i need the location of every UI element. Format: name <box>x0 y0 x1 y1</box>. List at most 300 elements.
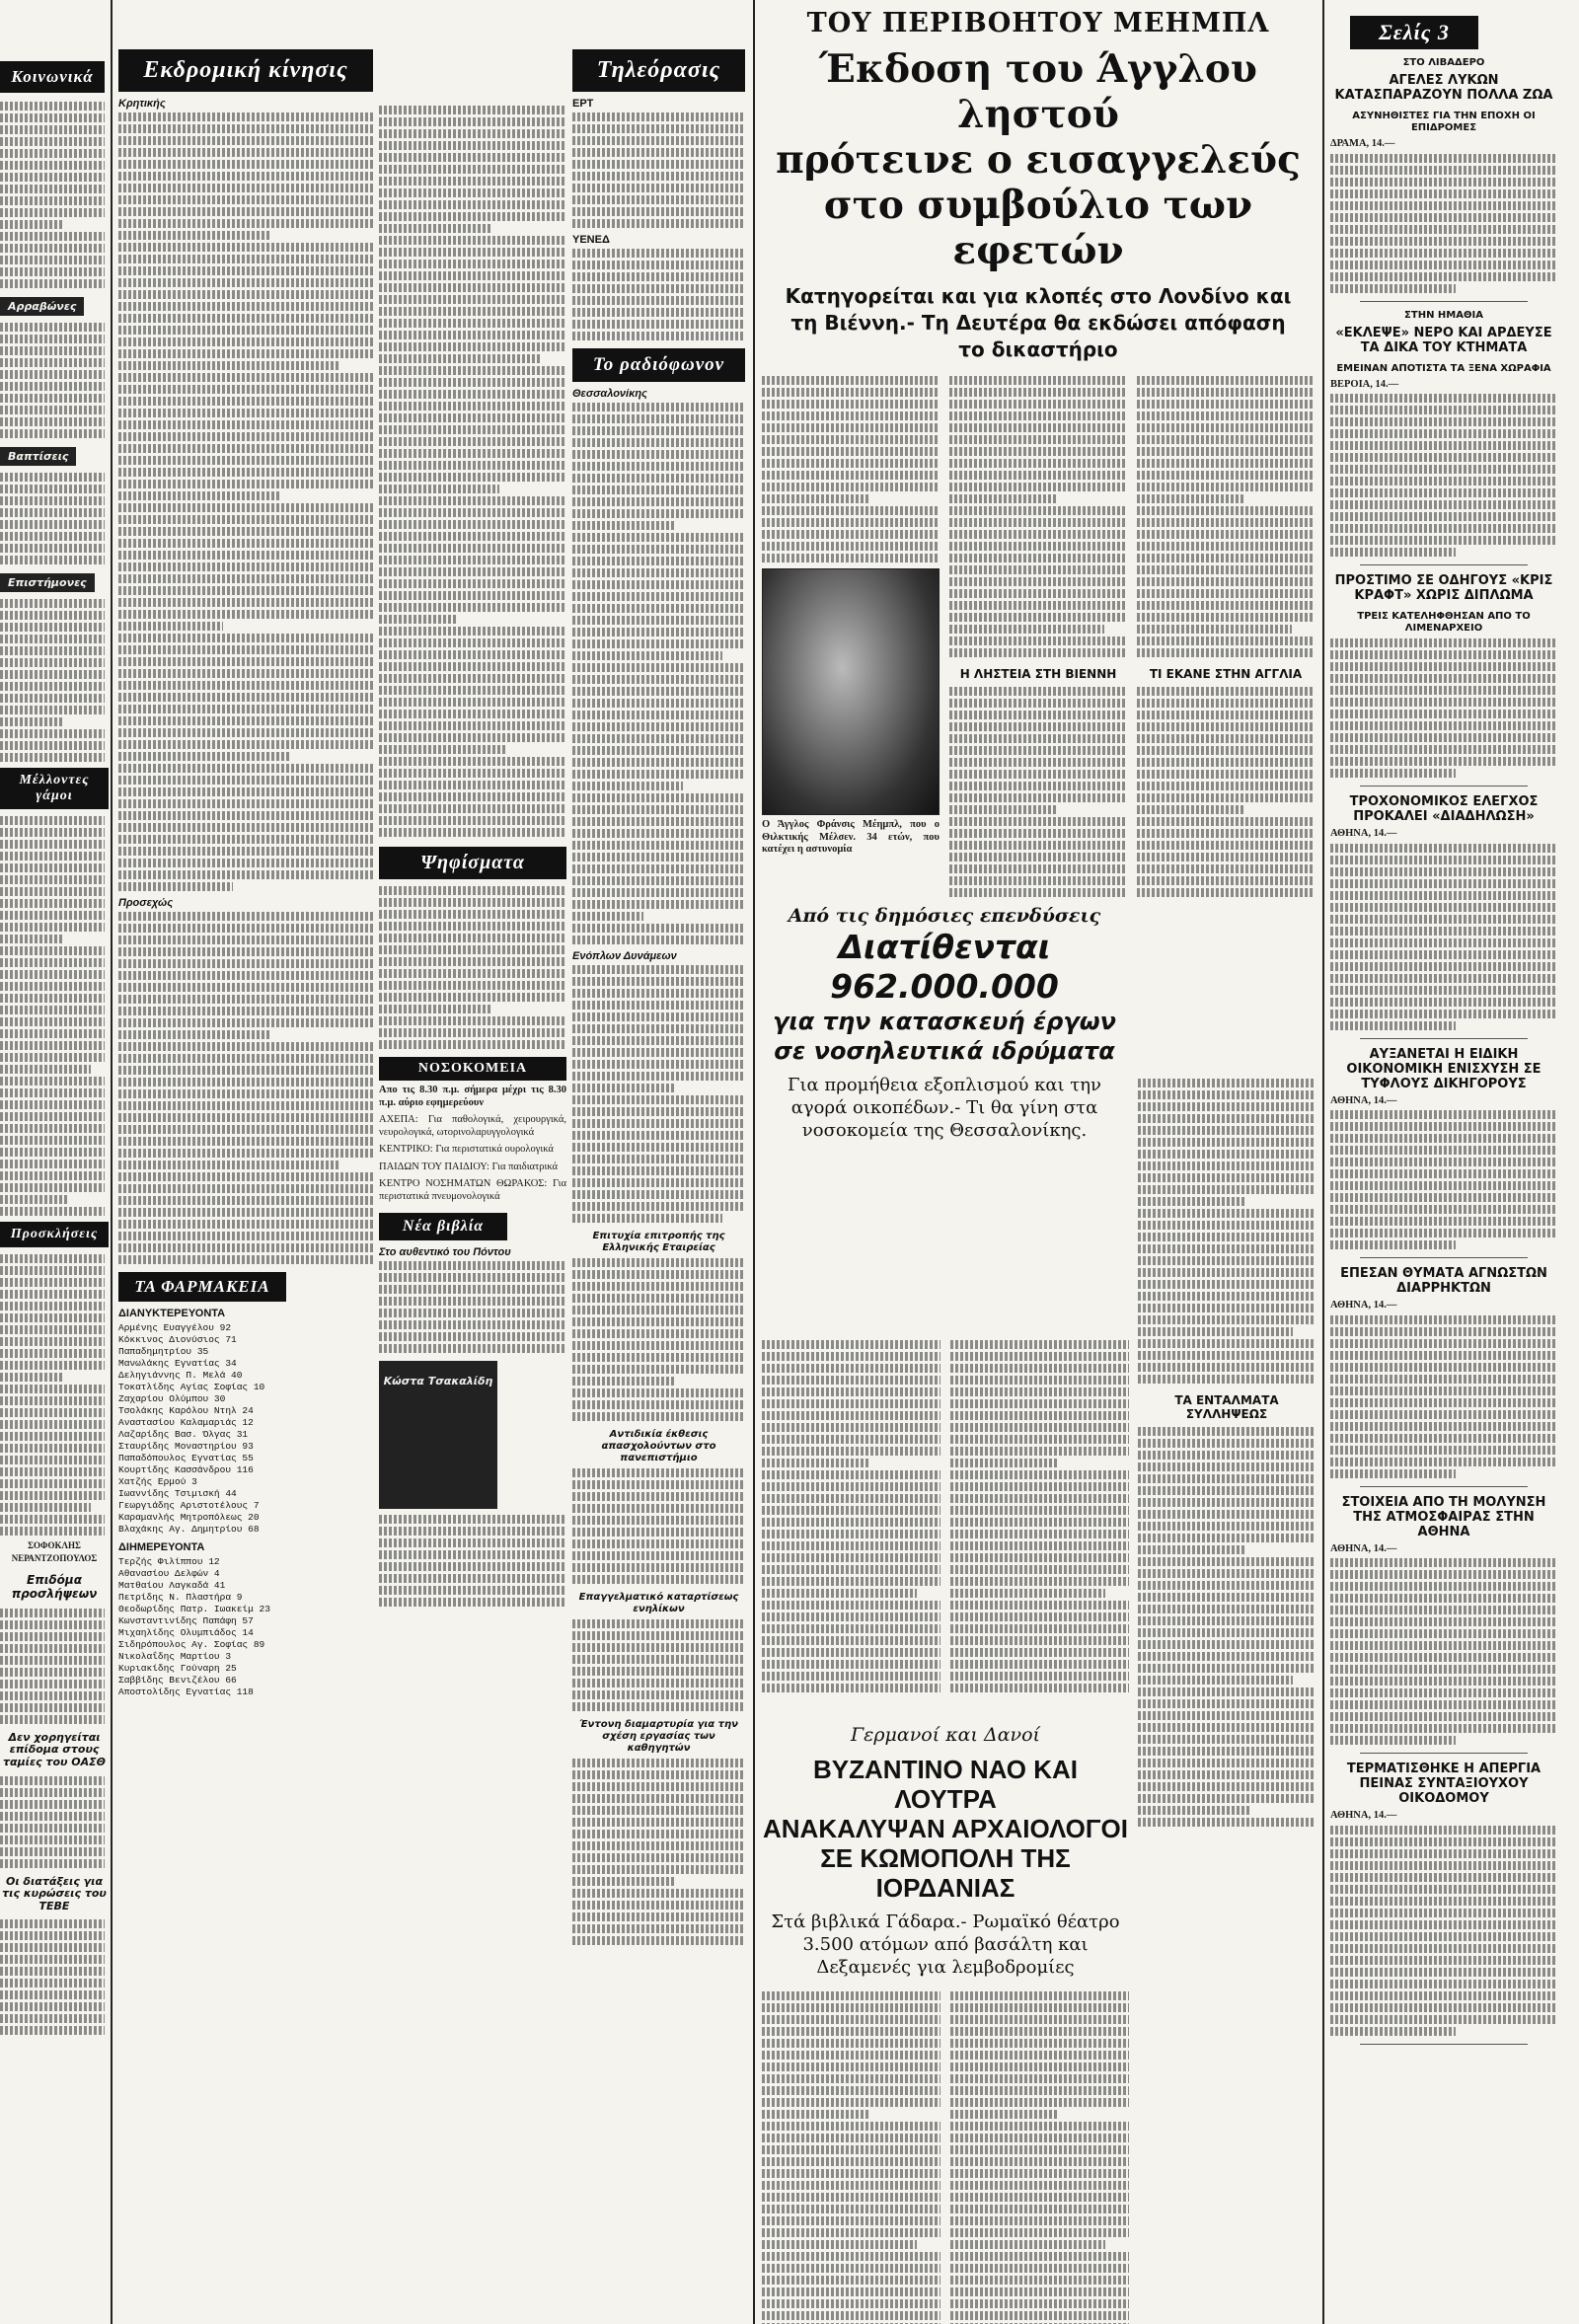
text-line <box>0 1148 105 1157</box>
text-line <box>1330 1181 1557 1190</box>
text-line <box>379 1344 566 1353</box>
text-line <box>118 160 373 169</box>
text-line <box>118 1149 373 1158</box>
text-line <box>118 705 373 713</box>
text-line <box>572 758 745 767</box>
text-line <box>572 308 745 317</box>
text-line <box>572 1830 745 1838</box>
text-line <box>1138 1581 1316 1590</box>
text-line <box>118 728 373 737</box>
archaeology-text <box>762 1991 940 2324</box>
pharmacy-entry: Κωνσταντινίδης Παπάφη 57 <box>118 1615 254 1626</box>
text-line <box>0 1053 105 1062</box>
text-line <box>118 959 373 968</box>
text-line <box>0 508 105 517</box>
brief-dateline: ΑΘΗΝΑ, 14.— <box>1330 1810 1397 1821</box>
text-line <box>379 981 566 990</box>
text-line <box>118 361 339 370</box>
text-line <box>1330 1469 1456 1478</box>
text-line <box>118 752 291 761</box>
text-line <box>0 113 105 122</box>
text-line <box>1330 1327 1557 1336</box>
text-line <box>1330 524 1557 533</box>
text-line <box>118 243 373 252</box>
text-line <box>1330 1826 1557 1835</box>
text-line <box>0 1183 105 1192</box>
text-line <box>1330 1217 1557 1226</box>
text-line <box>118 740 373 749</box>
pharmacy-entry: Χατζής Ερμού 3 <box>118 1476 197 1487</box>
text-line <box>0 1620 105 1629</box>
brief-dateline: ΑΘΗΝΑ, 14.— <box>1330 1094 1397 1106</box>
text-line <box>950 1518 1129 1527</box>
text-line <box>572 1048 745 1057</box>
text-line <box>0 256 105 264</box>
text-line <box>0 1479 105 1488</box>
text-line <box>0 520 105 529</box>
text-line <box>0 1029 105 1038</box>
text-line <box>572 1690 745 1699</box>
text-line <box>950 2228 1129 2237</box>
text-line <box>1330 686 1557 695</box>
text-line <box>379 686 566 695</box>
text-line <box>0 682 105 691</box>
notice-title: Επιδόμα προσλήψεων <box>11 1573 98 1601</box>
text-line <box>1330 429 1557 438</box>
text-line <box>0 694 105 703</box>
text-line <box>118 1113 373 1122</box>
text-line <box>572 592 745 601</box>
pharmacy-entry: Ζαχαρίου Ολύμπου 30 <box>118 1393 226 1404</box>
text-line <box>572 1072 745 1081</box>
brief-text <box>572 1468 745 1584</box>
text-line <box>118 1172 373 1181</box>
text-line <box>0 1077 105 1086</box>
text-line <box>1138 1664 1316 1673</box>
text-line <box>572 148 745 157</box>
text-line <box>0 1396 105 1405</box>
text-line <box>379 307 566 316</box>
text-line <box>1138 1593 1316 1602</box>
new-books-text <box>379 1261 566 1353</box>
text-line <box>1330 1240 1456 1249</box>
radio-heading: Το ραδιόφωνον <box>572 348 745 382</box>
text-line <box>1330 394 1557 403</box>
text-line <box>1330 1351 1557 1360</box>
text-line <box>572 628 745 637</box>
text-line <box>1330 1641 1557 1650</box>
text-line <box>118 231 271 240</box>
text-line <box>0 173 105 182</box>
text-line <box>0 544 105 553</box>
text-line <box>0 2014 105 2023</box>
text-line <box>1330 406 1557 414</box>
brief-item <box>1330 310 1557 566</box>
text-line <box>1138 1557 1316 1566</box>
text-line <box>1138 1114 1316 1123</box>
tv-listings <box>572 112 745 228</box>
left-strip-text <box>0 1247 109 1536</box>
text-line <box>118 924 373 933</box>
text-line <box>0 149 105 158</box>
text-line <box>950 1435 1129 1444</box>
text-line <box>572 462 745 471</box>
brief-text <box>572 1258 745 1421</box>
text-line <box>118 693 373 702</box>
text-line <box>572 864 745 873</box>
text-line <box>572 989 745 998</box>
text-line <box>0 1824 105 1833</box>
text-line <box>1330 721 1557 730</box>
text-line <box>379 792 566 801</box>
text-line <box>118 385 373 394</box>
text-line <box>379 1562 566 1571</box>
text-line <box>0 1491 105 1500</box>
text-line <box>572 1329 745 1338</box>
text-line <box>118 995 373 1004</box>
main-headline-line-1: Έκδοση του Άγγλου ληστού <box>819 46 1257 138</box>
excursions-text <box>118 112 373 891</box>
tv-channel-yened: ΥΕΝΕΔ <box>572 234 610 246</box>
text-line <box>572 124 745 133</box>
archaeology-text <box>950 1991 1129 2324</box>
text-line <box>1138 1462 1316 1471</box>
text-line <box>1330 1021 1456 1030</box>
text-line <box>379 425 566 434</box>
tv-listings <box>572 249 745 340</box>
text-line <box>0 532 105 541</box>
pharmacy-list <box>118 1322 373 1536</box>
text-line <box>0 125 105 134</box>
text-line <box>572 1551 745 1560</box>
text-line <box>572 1131 745 1140</box>
text-line <box>379 212 566 221</box>
text-line <box>0 394 105 403</box>
section-england: ΤΙ ΕΚΑΝΕ ΣΤΗΝ ΑΓΓΛΙΑ <box>1149 667 1303 682</box>
text-line <box>118 373 373 382</box>
text-line <box>379 1515 566 1524</box>
text-line <box>572 1178 745 1187</box>
text-line <box>118 207 373 216</box>
text-line <box>118 409 373 417</box>
text-line <box>1330 512 1557 521</box>
text-line <box>1138 1268 1316 1277</box>
column-rule <box>1322 0 1324 2324</box>
text-line <box>762 1684 940 1692</box>
text-line <box>379 650 566 659</box>
text-line <box>0 1776 105 1785</box>
budget-kicker: Από τις δημόσιες επενδύσεις <box>788 905 1101 928</box>
text-line <box>118 184 373 192</box>
column-rule <box>753 0 755 2324</box>
text-line <box>572 1365 745 1374</box>
text-line <box>1330 769 1456 778</box>
text-line <box>0 946 105 955</box>
main-kicker: ΤΟΥ ΠΕΡΙΒΟΗΤΟΥ ΜΕΗΜΠΛ <box>806 8 1270 38</box>
text-line <box>1330 674 1557 683</box>
text-line <box>762 1636 940 1645</box>
text-line <box>0 840 105 849</box>
text-line <box>0 417 105 426</box>
pharmacy-entry: Παπαδόπουλος Εγνατίας 55 <box>118 1453 254 1463</box>
text-line <box>950 2145 1129 2154</box>
pharmacy-entry: Κουρτίδης Κασσάνδρου 116 <box>118 1464 254 1475</box>
text-line <box>0 220 63 229</box>
text-line <box>379 710 566 718</box>
text-line <box>572 746 745 755</box>
text-line <box>762 2098 940 2107</box>
text-line <box>1330 154 1557 163</box>
text-line <box>0 161 105 170</box>
text-line <box>572 1306 745 1314</box>
text-line <box>1138 1723 1316 1732</box>
text-line <box>0 485 105 493</box>
text-line <box>379 1005 491 1013</box>
brief-headline: Επαγγελματικό καταρτίσεως ενηλίκων <box>578 1592 739 1614</box>
text-line <box>379 295 566 304</box>
text-line <box>118 835 373 844</box>
text-line <box>379 1550 566 1559</box>
text-line <box>950 1447 1129 1456</box>
text-line <box>0 1313 105 1322</box>
notice-subtitle: Δεν χορηγείται επίδομα στους ταμίες του ΟΑΣΘ <box>3 1730 106 1768</box>
text-line <box>0 1644 105 1653</box>
text-line <box>950 1482 1129 1491</box>
text-line <box>762 2145 940 2154</box>
text-line <box>1138 1628 1316 1637</box>
text-line <box>118 314 373 323</box>
text-line <box>118 503 373 512</box>
pharmacy-entry: Αρμένης Ευαγγέλου 92 <box>118 1322 232 1333</box>
text-line <box>572 1492 745 1501</box>
text-line <box>118 349 373 358</box>
text-line <box>762 1589 917 1598</box>
text-line <box>1138 1079 1316 1087</box>
text-line <box>118 870 373 879</box>
text-line <box>950 2051 1129 2060</box>
hospitals-heading: ΝΟΣΟΚΟΜΕΙΑ <box>379 1057 566 1081</box>
budget-subhead: Για προμήθεια εξοπλισμού και την αγορά οικοπέδων.- Τι θα γίνη στα νοσοκομεία της Θεσσαλονίκης. <box>788 1074 1101 1141</box>
text-line <box>950 1660 1129 1669</box>
text-line <box>0 970 105 979</box>
text-line <box>118 1137 373 1146</box>
text-line <box>118 610 373 619</box>
text-line <box>0 658 105 667</box>
archaeology-kicker: Γερμανοί και Δανοί <box>851 1725 1040 1746</box>
pharmacy-entry: Ιωαννίδης Τσιμισκή 44 <box>118 1488 237 1499</box>
text-line <box>118 1078 373 1087</box>
text-line <box>572 284 745 293</box>
text-line <box>0 982 105 991</box>
text-line <box>950 2311 1129 2320</box>
text-line <box>379 733 566 742</box>
votes-text <box>379 879 566 1049</box>
text-line <box>118 468 373 477</box>
text-line <box>0 753 105 762</box>
right-briefs <box>1330 0 1557 2324</box>
text-line <box>118 397 373 406</box>
section-vienna: Η ΛΗΣΤΕΙΑ ΣΤΗ ΒΙΕΝΝΗ <box>959 667 1117 682</box>
text-line <box>1330 1629 1557 1638</box>
text-line <box>1330 488 1557 497</box>
text-line <box>1138 1759 1316 1767</box>
text-line <box>1330 1315 1557 1324</box>
text-line <box>379 579 566 588</box>
briefs-list <box>1330 57 1557 2045</box>
text-line <box>379 769 566 778</box>
text-line <box>762 1435 940 1444</box>
text-line <box>1330 698 1557 707</box>
text-line <box>1330 237 1557 246</box>
text-line <box>572 1504 745 1513</box>
text-line <box>572 1282 745 1291</box>
text-line <box>950 2003 1129 2012</box>
text-line <box>1330 915 1557 924</box>
text-line <box>1138 1498 1316 1507</box>
text-line <box>572 1619 745 1628</box>
text-line <box>762 1387 940 1396</box>
text-line <box>572 568 745 577</box>
text-line <box>572 486 745 494</box>
text-line <box>0 1006 105 1014</box>
text-line <box>118 491 281 500</box>
text-line <box>0 1254 105 1263</box>
text-line <box>572 841 745 850</box>
text-line <box>1138 1510 1316 1519</box>
text-line <box>1330 879 1557 888</box>
text-line <box>379 224 491 233</box>
text-line <box>762 1553 940 1562</box>
text-line <box>0 1990 105 1999</box>
text-line <box>0 611 105 620</box>
text-line <box>0 244 105 253</box>
budget-headline-line-2: για την κατασκευή έργων σε νοσηλευτικά ιδρύματα <box>773 1007 1116 1065</box>
text-line <box>572 805 745 814</box>
text-line <box>1330 1617 1557 1626</box>
text-line <box>0 828 105 837</box>
text-line <box>379 957 566 966</box>
text-line <box>118 290 373 299</box>
text-line <box>118 947 373 956</box>
text-line <box>0 875 105 884</box>
text-line <box>1330 1387 1557 1395</box>
pharmacy-entry: Σαββίδης Βενιζέλου 66 <box>118 1675 237 1686</box>
brief-headline: Αντιδικία έκθεσις απασχολούντων στο πανεπιστήμιο <box>601 1429 716 1463</box>
archaeology-headline-line-2: ΑΝΑΚΑΛΥΨΑΝ ΑΡΧΑΙΟΛΟΓΟΙ <box>763 1813 1128 1843</box>
pharmacy-entry: Σιδηρόπουλος Αγ. Σοφίας 89 <box>118 1639 265 1650</box>
hospital-entry: ΚΕΝΤΡΙΚΟ: Για περιστατικά ουρολογικά <box>379 1144 554 1155</box>
pharmacy-entry: Ματθαίου Λαγκαδά 41 <box>118 1580 226 1591</box>
text-line <box>1138 1138 1316 1147</box>
text-line <box>572 651 722 660</box>
text-line <box>0 137 105 146</box>
text-line <box>572 249 745 258</box>
text-line <box>950 1459 1058 1467</box>
text-line <box>572 1143 745 1152</box>
archaeology-headline <box>762 1755 1129 1903</box>
text-line <box>0 1503 91 1512</box>
text-line <box>950 1352 1129 1361</box>
text-line <box>572 1190 745 1199</box>
text-line <box>762 2062 940 2071</box>
text-line <box>1330 974 1557 983</box>
text-line <box>1330 927 1557 936</box>
text-line <box>950 2240 1105 2249</box>
text-line <box>0 496 105 505</box>
text-line <box>0 1124 105 1133</box>
text-line <box>572 1353 745 1362</box>
text-line <box>572 414 745 423</box>
text-line <box>118 148 373 157</box>
text-line <box>118 1018 373 1027</box>
text-line <box>0 1859 105 1868</box>
text-line <box>1138 1292 1316 1301</box>
text-line <box>572 1794 745 1803</box>
text-line <box>1330 178 1557 187</box>
brief-divider <box>1360 1257 1528 1258</box>
text-line <box>572 172 745 181</box>
text-line <box>0 1800 105 1809</box>
text-line <box>572 545 745 554</box>
text-line <box>118 195 373 204</box>
text-line <box>762 2039 940 2048</box>
text-line <box>762 2311 940 2320</box>
text-line <box>950 2193 1129 2202</box>
text-line <box>0 729 105 738</box>
text-line <box>572 1400 745 1409</box>
text-line <box>572 1258 745 1267</box>
text-line <box>950 2287 1129 2296</box>
text-line <box>1138 1676 1293 1685</box>
text-line <box>950 1991 1129 2000</box>
text-line <box>0 1967 105 1976</box>
text-line <box>0 1325 105 1334</box>
text-line <box>118 971 373 980</box>
text-line <box>1138 1233 1316 1241</box>
text-line <box>572 580 745 589</box>
text-line <box>1330 998 1557 1007</box>
text-line <box>1138 1806 1251 1815</box>
text-line <box>950 2264 1129 2273</box>
column-excursions-2 <box>379 0 566 2324</box>
text-line <box>762 2205 940 2213</box>
text-line <box>0 267 105 276</box>
text-line <box>118 444 373 453</box>
text-line <box>950 2216 1129 2225</box>
text-line <box>0 208 105 217</box>
text-line <box>0 102 105 111</box>
left-strip-text <box>0 809 109 1216</box>
left-strip-text <box>0 466 109 564</box>
text-line <box>0 958 105 967</box>
left-strip <box>0 0 109 2324</box>
pharmacy-entry: Τερζής Φιλίππου 12 <box>118 1556 220 1567</box>
text-line <box>1138 1304 1316 1312</box>
text-line <box>1138 1327 1293 1336</box>
text-line <box>762 1447 940 1456</box>
pharmacy-entry: Παπαδημητρίου 35 <box>118 1346 209 1357</box>
text-line <box>379 627 566 636</box>
text-line <box>379 437 566 446</box>
brief-headline: Επιτυχία επιτροπής της Ελληνικής Εταιρείας <box>592 1231 725 1253</box>
text-line <box>118 172 373 181</box>
text-line <box>572 900 745 909</box>
text-line <box>762 2252 940 2261</box>
text-line <box>1330 1122 1557 1131</box>
text-line <box>950 2299 1129 2308</box>
text-line <box>0 358 105 367</box>
text-line <box>762 2240 917 2249</box>
